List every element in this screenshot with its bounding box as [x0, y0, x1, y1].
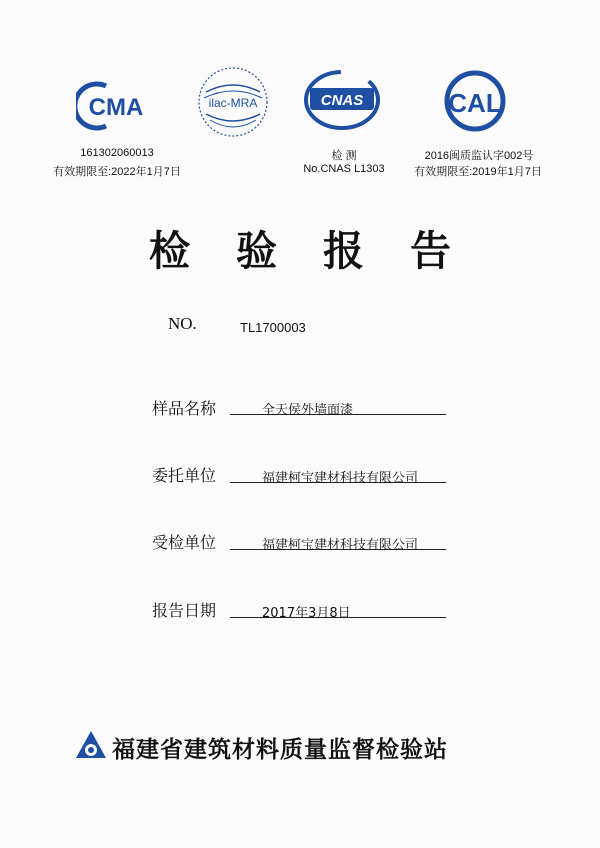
- field-label: 委托单位: [152, 466, 217, 485]
- cal-logo-text: CAL: [448, 88, 502, 118]
- org-emblem-icon: [74, 728, 108, 762]
- cma-number: 161302060013: [80, 147, 154, 159]
- field-label: 报告日期: [152, 601, 217, 620]
- cnas-logo-text: CNAS: [320, 92, 364, 109]
- field-label: 样品名称: [152, 399, 217, 418]
- ilac-logo-text: ilac-MRA: [208, 96, 258, 110]
- field-value: 2017年3月8日: [262, 606, 351, 621]
- field-value: 福建柯宝建材科技有限公司: [262, 471, 419, 486]
- ilac-mra-logo: [194, 64, 272, 140]
- field-label: 受检单位: [152, 533, 217, 552]
- cal-validity: 有效期限至:2019年1月7日: [414, 166, 542, 178]
- report-no-value: TL1700003: [240, 320, 306, 335]
- org-name: 福建省建筑材料质量监督检验站: [112, 737, 448, 763]
- cma-validity: 有效期限至:2022年1月7日: [53, 166, 181, 178]
- cal-number: 2016闽质监认字002号: [424, 150, 534, 162]
- field-value: 全天侯外墙面漆: [262, 403, 354, 418]
- report-title: 检验报告: [149, 227, 497, 275]
- cnas-logo: [300, 66, 384, 134]
- field-value: 福建柯宝建材科技有限公司: [262, 538, 419, 553]
- cma-logo-text: CMA: [88, 94, 144, 121]
- report-no-label: NO.: [168, 314, 197, 333]
- cnas-number: No.CNAS L1303: [303, 163, 385, 175]
- cal-logo: [442, 68, 508, 134]
- cnas-label: 检 测: [331, 150, 357, 162]
- cma-logo: [76, 80, 152, 132]
